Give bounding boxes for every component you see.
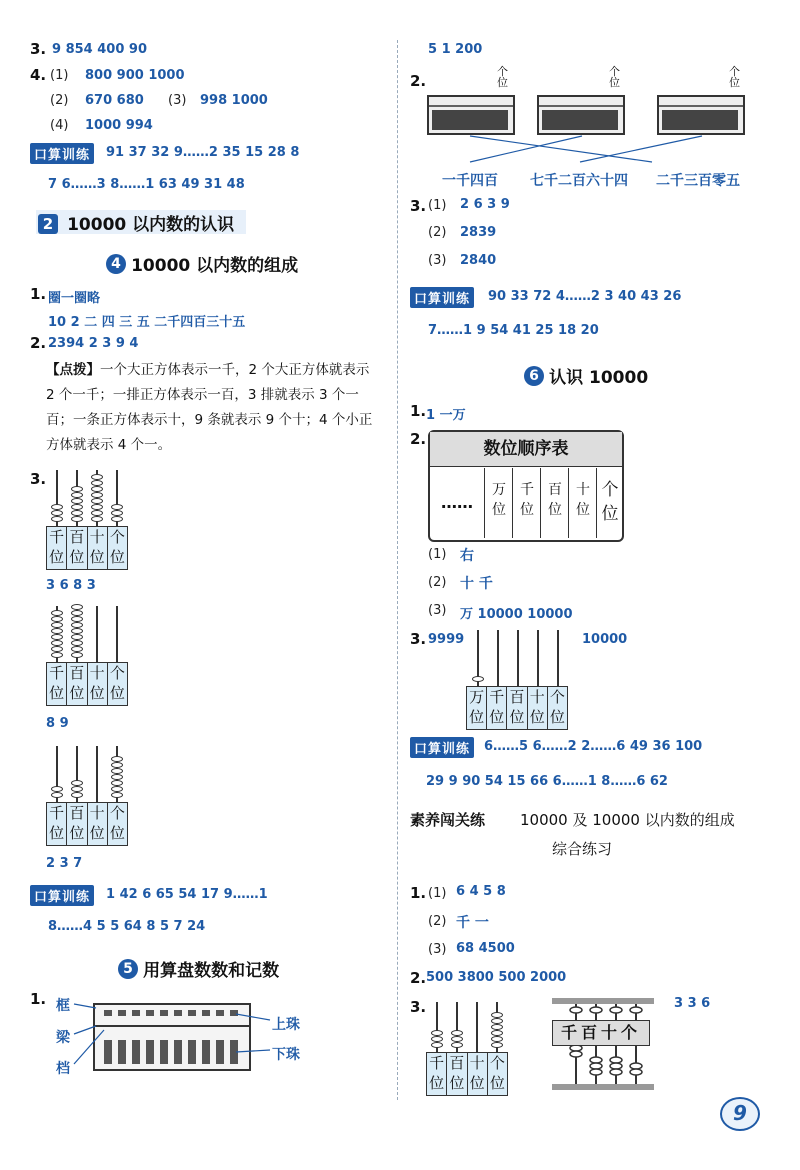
l6q1-answer: 1 一万 [426,408,466,423]
l4q2-number: 2. [30,334,47,352]
l6q3-number: 3. [410,630,427,648]
abacus-2-answer: 8 9 [46,716,69,731]
abacus-small-place-label: 千百十个 [552,1020,650,1046]
ge-wei-label-2: 个 位 [609,65,620,89]
section-2-title: 10000 以内数的认识 [67,215,235,235]
place-cell-ones: 个 位 [109,528,125,566]
place-cell-tens: 十 位 [88,527,108,569]
q4-number: 4. [30,66,47,84]
table-col-shi: 十 位 [570,468,597,538]
section-2-badge: 2 [38,214,58,234]
tip-text: 一个大正方体表示一千，2 个大正方体就表示 2 个一千；一排正方体表示一百，3 排就表示 3 个一百；一条正方体表示十，9 条就表示 9 个十；4 个小正方体就表示 4 个一。 [46,362,373,453]
table-dots: …… [430,468,485,538]
lesson-6-header [524,363,648,388]
label-xiazhu: 下珠 [272,1047,300,1063]
match-label-2: 七千二百六十四 [530,173,628,189]
rq1-tag-2: (2) [428,914,447,929]
place-box-10000: 万 位 千 位 百 位 十 位 个 位 [466,686,568,730]
tip-paragraph [46,358,382,458]
kousuan-badge-4: 口算训练 [410,737,474,758]
rq1-tag-3: (3) [428,942,447,957]
place-box-2: 千 位 百 位 十 位 个 位 [46,662,128,706]
kousuan-badge-1: 口算训练 [30,143,94,164]
l4q2-answer: 2394 2 3 9 4 [48,336,139,351]
l4q1-answer: 圈一圈略 [48,291,101,306]
kousuan-row-1a: 91 37 32 9……2 35 15 28 8 [106,145,300,160]
label-dang: 档 [56,1061,70,1077]
lesson-6-badge: 6 [524,366,544,386]
review-title: 10000 及 10000 以内数的组成 [520,811,735,829]
l6q2-answer-3: 万 10000 10000 [460,607,573,622]
q3-answer: 9 854 400 90 [52,42,147,57]
ge-wei-label-1: 个 位 [497,65,508,89]
kousuan-badge-3: 口算训练 [410,287,474,308]
kousuan-badge-2: 口算训练 [30,885,94,906]
kousuan-row-1b: 7 6……3 8……1 63 49 31 48 [48,177,245,192]
section-2-header [36,210,246,234]
rq3-answer-3: 2840 [460,253,497,268]
abacus-1-answer: 3 6 8 3 [46,578,96,593]
match-label-1: 一千四百 [442,173,498,189]
q4-tag-2: (2) [50,93,69,108]
q4-tag-4: (4) [50,118,69,133]
abacus-frame-diagram [70,1000,280,1080]
rq3-tag-3: (3) [428,253,447,268]
q3-number: 3. [30,40,47,58]
place-cell-thousands: 千 位 [47,527,67,569]
l6q3-left-answer: 9999 [428,632,465,647]
place-value-table-title: 数位顺序表 [430,432,622,467]
abacus-small-diagram [548,994,658,1098]
q4-answer-2: 670 680 [85,93,144,108]
l6q1-number: 1. [410,402,427,420]
rq3-answer-1: 2 6 3 9 [460,197,510,212]
kousuan-row-3b: 7……1 9 54 41 25 18 20 [428,323,599,338]
lesson-4-header [106,251,298,276]
q4-answer-3: 998 1000 [200,93,268,108]
lesson-4-title: 10000 以内数的组成 [131,256,299,276]
column-divider [397,40,398,1100]
rq2b-number: 2. [410,969,427,987]
rq2-number: 2. [410,72,427,90]
lesson-4-badge: 4 [106,254,126,274]
l6q2-tag-1: (1) [428,547,447,562]
rq3b-answer: 3 3 6 [674,996,711,1011]
label-kuang: 框 [56,998,70,1014]
place-value-table [428,430,624,542]
l6q2-tag-2: (2) [428,575,447,590]
l6q3-right-answer: 10000 [582,632,628,647]
q4-tag-1: (1) [50,68,69,83]
page-number: 9 [720,1097,760,1131]
l4q1-number: 1. [30,285,47,303]
kousuan-row-2a: 1 42 6 65 54 17 9……1 [106,887,268,902]
l4q3-number: 3. [30,470,47,488]
rq1-answer-1: 6 4 5 8 [456,884,506,899]
l6q2-number: 2. [410,430,427,448]
table-col-bai: 百 位 [542,468,569,538]
rq1-tag-1: (1) [428,886,447,901]
lesson-5-header [118,956,279,981]
rq1-answer-3: 68 4500 [456,941,515,956]
rq1-number: 1. [410,884,427,902]
place-box-3: 千 位 百 位 十 位 个 位 [46,802,128,846]
rq3-number: 3. [410,197,427,215]
q4-tag-3: (3) [168,93,187,108]
lesson-5-badge: 5 [118,959,138,979]
kousuan-row-3a: 90 33 72 4……2 3 40 43 26 [488,289,682,304]
rq3b-number: 3. [410,998,427,1016]
tip-tag: 【点拨】 [46,362,100,378]
rq3-answer-2: 2839 [460,225,497,240]
kousuan-row-4a: 6……5 6……2 2……6 49 36 100 [484,739,703,754]
lesson-5-title: 用算盘数数和记数 [143,961,280,981]
ge-wei-label-3: 个 位 [729,65,740,89]
abacus-3-answer: 2 3 7 [46,856,83,871]
table-col-qian: 千 位 [514,468,541,538]
l6q2-answer-1: 右 [460,548,474,564]
table-col-wan: 万 位 [486,468,513,538]
match-label-3: 二千三百零五 [656,173,740,189]
review-tag: 素养闯关练 [410,811,486,829]
q4-answer-4: 1000 994 [85,118,153,133]
l5q1-number: 1. [30,990,47,1008]
l6q2-answer-2: 十 千 [460,576,493,592]
lesson-6-title: 认识 10000 [549,368,649,388]
place-box-1 [46,526,128,570]
l6q2-tag-3: (3) [428,603,447,618]
kousuan-row-4b: 29 9 90 54 15 66 6……1 8……6 62 [426,774,668,789]
place-cell-hundreds: 百 位 [67,527,87,569]
rq2b-answer: 500 3800 500 2000 [426,970,567,985]
matching-diagram [420,92,760,170]
table-col-ge: 个 位 [601,480,619,524]
label-liang: 梁 [56,1030,70,1046]
rq3-tag-1: (1) [428,198,447,213]
l4q1-answer-row2: 10 2 二 四 三 五 二千四百三十五 [48,315,246,330]
rq3-tag-2: (2) [428,225,447,240]
q4-answer-1: 800 900 1000 [85,68,185,83]
label-shangzhu: 上珠 [272,1017,300,1033]
rq1-answer-2: 千 一 [456,915,489,931]
kousuan-row-2b: 8……4 5 5 64 8 5 7 24 [48,919,206,934]
r-top-answer: 5 1 200 [428,42,483,57]
review-subtitle: 综合练习 [552,840,613,858]
